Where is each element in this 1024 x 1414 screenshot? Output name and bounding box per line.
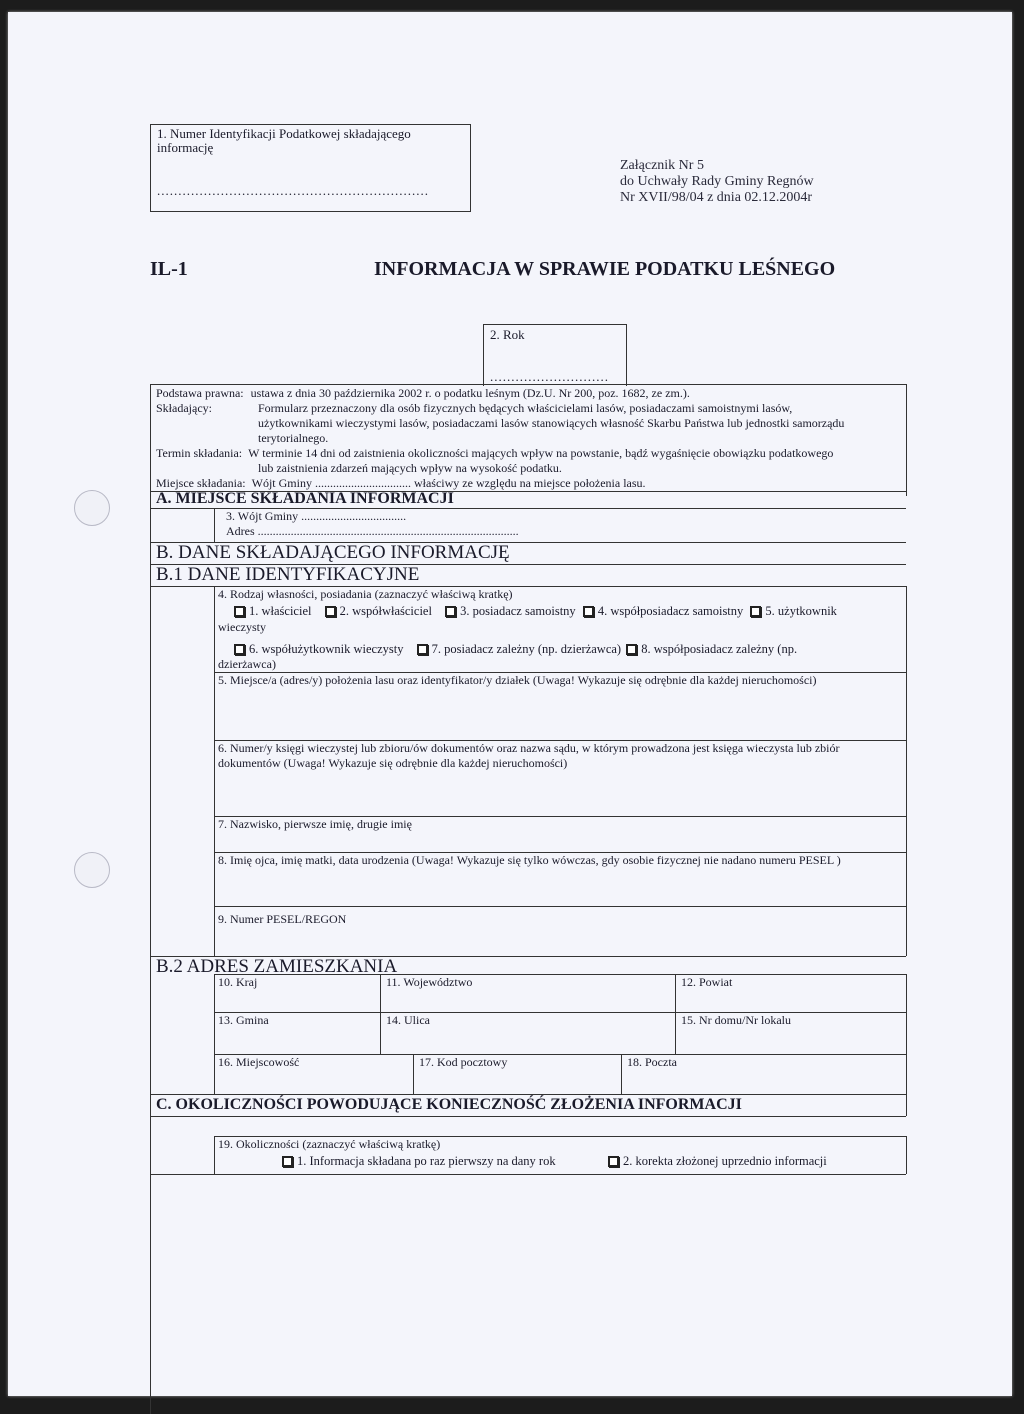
deadline-line-2: lub zaistnienia zdarzeń mających wpływ na wysokość podatku. — [258, 461, 562, 475]
place-text: Wójt Gminy ................................ właściwy ze względu na miejsce położenia lasu. — [251, 476, 646, 490]
field18-post-office[interactable]: 18. Poczta — [627, 1055, 677, 1069]
opt3: 3. posiadacz samoistny — [460, 604, 576, 618]
opt5: 5. użytkownik — [765, 604, 837, 618]
field17-postcode[interactable]: 17. Kod pocztowy — [419, 1055, 508, 1069]
checkbox-dependent[interactable] — [417, 644, 428, 655]
circ-opt1: 1. Informacja składana po raz pierwszy na dany rok — [297, 1154, 556, 1168]
submitter-label: Składający: — [156, 401, 212, 415]
attachment-line-3: Nr XVII/98/04 z dnia 02.12.2004r — [620, 190, 813, 205]
section-c-title: C. OKOLICZNOŚCI POWODUJĄCE KONIECZNOŚĆ ZŁOŻENIA INFORMACJI — [156, 1096, 742, 1113]
field3-address[interactable]: Adres ....................................................................................... — [226, 524, 519, 538]
field11-voivodeship[interactable]: 11. Województwo — [386, 975, 473, 989]
field19-label: 19. Okoliczności (zaznaczyć właściwą kratkę) — [218, 1137, 441, 1151]
section-b2-title: B.2 ADRES ZAMIESZKANIA — [156, 956, 398, 977]
section-b-title: B. DANE SKŁADAJĄCEGO INFORMACJĘ — [156, 542, 510, 563]
year-field[interactable] — [483, 324, 627, 386]
circ-opt2: 2. korekta złożonej uprzednio informacji — [623, 1154, 827, 1168]
checkbox-coowner[interactable] — [325, 606, 336, 617]
field10-country[interactable]: 10. Kraj — [218, 975, 258, 989]
field7-label[interactable]: 7. Nazwisko, pierwsze imię, drugie imię — [218, 817, 412, 831]
year-label: 2. Rok — [490, 327, 525, 342]
field13-commune[interactable]: 13. Gmina — [218, 1013, 269, 1027]
field8-label[interactable]: 8. Imię ojca, imię matki, data urodzenia (Uwaga! Wykazuje się tylko wówczas, gdy osobie fizycznej nie nadano numeru PESEL ) — [218, 853, 841, 867]
checkbox-co-user[interactable] — [234, 644, 245, 655]
field3-commune[interactable]: 3. Wójt Gminy ................................... — [226, 509, 407, 523]
submitter-text — [258, 401, 898, 446]
opt1: 1. właściciel — [249, 604, 312, 618]
section-b1-title: B.1 DANE IDENTYFIKACYJNE — [156, 564, 420, 585]
field16-town[interactable]: 16. Miejscowość — [218, 1055, 300, 1069]
form-code: IL-1 — [150, 258, 188, 280]
submitter-line-1: Formularz przeznaczony dla osób fizycznych będących właścicielami lasów, posiadaczami samoistnymi lasów, — [258, 401, 793, 415]
opt8-cont: dzierżawca) — [218, 657, 276, 671]
checkbox-owner[interactable] — [234, 606, 245, 617]
field6-line-2: dokumentów (Uwaga! Wykazuje się odrębnie dla każdej nieruchomości) — [218, 756, 568, 770]
attachment-note — [620, 158, 814, 206]
punch-hole-top — [74, 490, 110, 526]
attachment-line-2: do Uchwały Rady Gminy Regnów — [620, 174, 814, 189]
field4-label: 4. Rodzaj własności, posiadania (zaznaczyć właściwą kratkę) — [218, 587, 513, 601]
field15-house-number[interactable]: 15. Nr domu/Nr lokalu — [681, 1013, 791, 1027]
basis-text: ustawa z dnia 30 października 2002 r. o podatku leśnym (Dz.U. Nr 200, poz. 1682, ze zm.). — [250, 386, 690, 400]
place-label: Miejsce składania: — [156, 476, 246, 490]
checkbox-co-dependent[interactable] — [626, 644, 637, 655]
form-page — [8, 12, 1012, 1396]
opt7: 7. posiadacz zależny (np. dzierżawca) — [431, 642, 622, 656]
opt8: 8. współposiadacz zależny (np. — [641, 642, 798, 656]
field14-street[interactable]: 14. Ulica — [386, 1013, 430, 1027]
deadline-line-1: W terminie 14 dni od zaistnienia okoliczności mających wpływ na powstanie, bądź wygaśnięcie obowiązku podatkowego — [248, 446, 834, 460]
field12-county[interactable]: 12. Powiat — [681, 975, 733, 989]
submitter-line-3: terytorialnego. — [258, 431, 329, 445]
attachment-line-1: Załącznik Nr 5 — [620, 158, 704, 173]
field5-label[interactable]: 5. Miejsce/a (adres/y) położenia lasu oraz identyfikator/y działek (Uwaga! Wykazuje się odrębnie dla każdej nieruchomości) — [218, 673, 817, 687]
basis-label: Podstawa prawna: — [156, 386, 244, 400]
deadline-label: Termin składania: — [156, 446, 243, 460]
checkbox-correction[interactable] — [608, 1156, 619, 1167]
tax-id-label: 1. Numer Identyfikacji Podatkowej składającego informację — [157, 126, 411, 155]
opt5-cont: wieczysty — [218, 620, 266, 634]
form-title: INFORMACJA W SPRAWIE PODATKU LEŚNEGO — [374, 258, 836, 280]
field6-label[interactable] — [218, 741, 898, 771]
opt6: 6. współużytkownik wieczysty — [249, 642, 404, 656]
year-dots: ............................ — [490, 369, 609, 384]
field9-label[interactable]: 9. Numer PESEL/REGON — [218, 912, 347, 926]
tax-id-field[interactable] — [150, 124, 471, 212]
punch-hole-bottom — [74, 852, 110, 888]
field6-line-1: 6. Numer/y księgi wieczystej lub zbioru/ów dokumentów oraz nazwa sądu, w którym prowadzona jest księga wieczysta lub zbiór — [218, 741, 840, 755]
submitter-line-2: użytkownikami wieczystymi lasów, posiadaczami lasów stanowiących własność Skarbu Państwa lub jednostki samorządu — [258, 416, 845, 430]
checkbox-copossessor[interactable] — [583, 606, 594, 617]
tax-id-dots: ................................................................ — [157, 183, 429, 198]
opt2: 2. współwłaściciel — [339, 604, 432, 618]
section-a-title: A. MIEJSCE SKŁADANIA INFORMACJI — [156, 490, 454, 507]
checkbox-first-submission[interactable] — [282, 1156, 293, 1167]
checkbox-possessor[interactable] — [445, 606, 456, 617]
checkbox-user[interactable] — [750, 606, 761, 617]
opt4: 4. współposiadacz samoistny — [597, 604, 744, 618]
